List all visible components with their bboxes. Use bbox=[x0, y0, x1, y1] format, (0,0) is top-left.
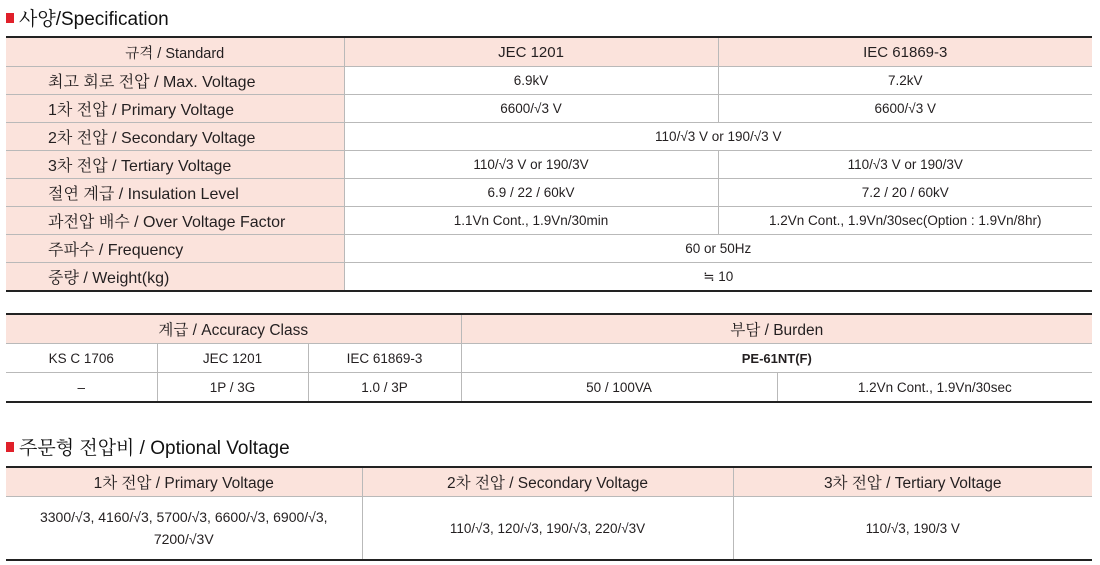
model-number: PE-61NT(F) bbox=[461, 344, 1092, 373]
spec-row-jec-value: 6.9 / 22 / 60kV bbox=[344, 179, 718, 207]
spec-row-frequency bbox=[6, 235, 1092, 263]
optional-section-title bbox=[6, 435, 290, 457]
spec-row-iec-value: 7.2 / 20 / 60kV bbox=[718, 179, 1092, 207]
class-jec: 1P / 3G bbox=[157, 373, 308, 403]
spec-row-iec-value: 110/√3 V or 190/3V bbox=[718, 151, 1092, 179]
spec-row-merged-value: ≒ 10 bbox=[344, 263, 1092, 292]
spec-header-jec: JEC 1201 bbox=[344, 37, 718, 67]
accuracy-standards-row bbox=[6, 344, 1092, 373]
spec-row-label: 최고 회로 전압 / Max. Voltage bbox=[6, 67, 344, 95]
spec-header-row bbox=[6, 37, 1092, 67]
spec-section-title-text: 사양/Specification bbox=[19, 8, 169, 30]
spec-row-primary-voltage bbox=[6, 95, 1092, 123]
spec-row-jec-value: 6600/√3 V bbox=[344, 95, 718, 123]
spec-row-iec-value: 1.2Vn Cont., 1.9Vn/30sec(Option : 1.9Vn/8hr) bbox=[718, 207, 1092, 235]
accuracy-burden-table bbox=[6, 313, 1092, 403]
accuracy-values-row bbox=[6, 373, 1092, 403]
standard-jec: JEC 1201 bbox=[157, 344, 308, 373]
optional-values-row bbox=[6, 497, 1092, 561]
spec-row-secondary-voltage bbox=[6, 123, 1092, 151]
optional-tertiary-values: 110/√3, 190/3 V bbox=[733, 497, 1092, 561]
optional-section-title-text: 주문형 전압비 / Optional Voltage bbox=[19, 437, 290, 459]
burden-jec: 50 / 100VA bbox=[461, 373, 777, 403]
spec-row-label: 3차 전압 / Tertiary Voltage bbox=[6, 151, 344, 179]
spec-row-jec-value: 1.1Vn Cont., 1.9Vn/30min bbox=[344, 207, 718, 235]
red-square-icon bbox=[6, 13, 14, 23]
optional-header-tertiary: 3차 전압 / Tertiary Voltage bbox=[733, 467, 1092, 497]
spec-row-label: 중량 / Weight(kg) bbox=[6, 263, 344, 292]
accuracy-header-row bbox=[6, 314, 1092, 344]
spec-row-tertiary-voltage bbox=[6, 151, 1092, 179]
standard-iec: IEC 61869-3 bbox=[308, 344, 461, 373]
burden-iec: 1.2Vn Cont., 1.9Vn/30sec bbox=[777, 373, 1092, 403]
optional-primary-values: 3300/√3, 4160/√3, 5700/√3, 6600/√3, 6900/√3, 7200/√3V bbox=[6, 497, 362, 561]
spec-row-label: 2차 전압 / Secondary Voltage bbox=[6, 123, 344, 151]
spec-row-iec-value: 7.2kV bbox=[718, 67, 1092, 95]
spec-row-jec-value: 110/√3 V or 190/3V bbox=[344, 151, 718, 179]
spec-row-label: 과전압 배수 / Over Voltage Factor bbox=[6, 207, 344, 235]
spec-header-standard: 규격 / Standard bbox=[6, 37, 344, 67]
optional-voltage-table bbox=[6, 466, 1092, 561]
spec-row-max-voltage bbox=[6, 67, 1092, 95]
spec-row-merged-value: 110/√3 V or 190/√3 V bbox=[344, 123, 1092, 151]
spec-row-iec-value: 6600/√3 V bbox=[718, 95, 1092, 123]
accuracy-class-header: 계급 / Accuracy Class bbox=[6, 314, 461, 344]
spec-row-jec-value: 6.9kV bbox=[344, 67, 718, 95]
standard-ks: KS C 1706 bbox=[6, 344, 157, 373]
spec-row-label: 절연 계급 / Insulation Level bbox=[6, 179, 344, 207]
optional-header-secondary: 2차 전압 / Secondary Voltage bbox=[362, 467, 733, 497]
spec-row-insulation-level bbox=[6, 179, 1092, 207]
burden-header: 부담 / Burden bbox=[461, 314, 1092, 344]
optional-header-row bbox=[6, 467, 1092, 497]
class-iec: 1.0 / 3P bbox=[308, 373, 461, 403]
spec-header-iec: IEC 61869-3 bbox=[718, 37, 1092, 67]
optional-secondary-values: 110/√3, 120/√3, 190/√3, 220/√3V bbox=[362, 497, 733, 561]
spec-row-weight bbox=[6, 263, 1092, 292]
spec-row-label: 주파수 / Frequency bbox=[6, 235, 344, 263]
class-ks: – bbox=[6, 373, 157, 403]
spec-row-label: 1차 전압 / Primary Voltage bbox=[6, 95, 344, 123]
optional-header-primary: 1차 전압 / Primary Voltage bbox=[6, 467, 362, 497]
red-square-icon bbox=[6, 442, 14, 452]
specification-table bbox=[6, 36, 1092, 292]
spec-section-title bbox=[6, 6, 169, 28]
spec-row-over-voltage-factor bbox=[6, 207, 1092, 235]
spec-row-merged-value: 60 or 50Hz bbox=[344, 235, 1092, 263]
